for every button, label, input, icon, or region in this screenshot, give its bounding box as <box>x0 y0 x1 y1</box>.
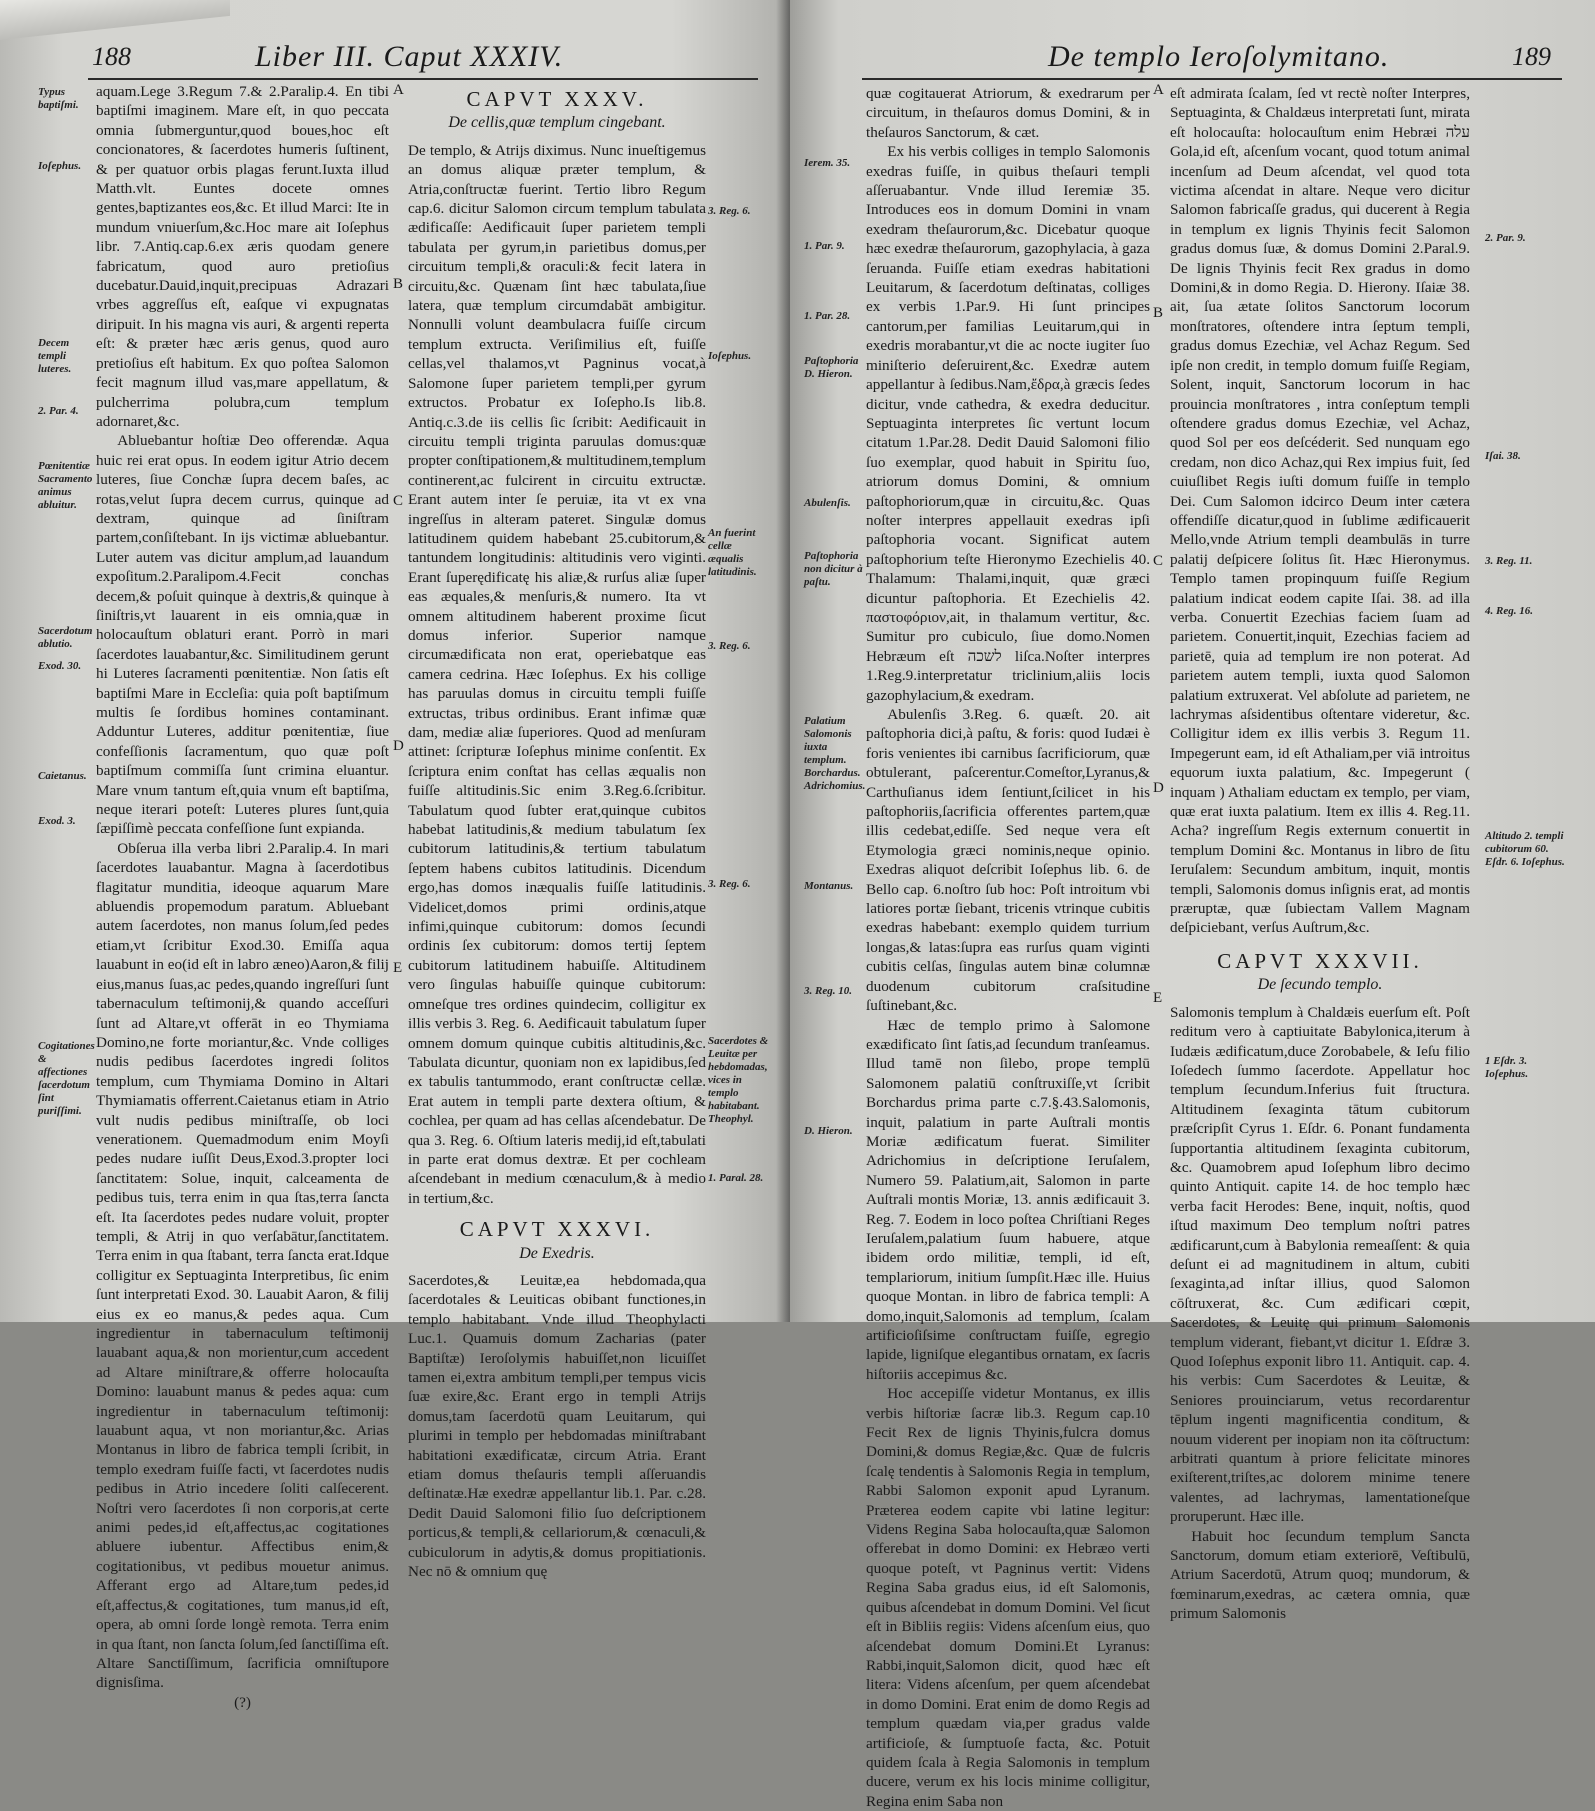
page-signature: (?) <box>234 1693 251 1711</box>
margin-note: Montanus. <box>804 880 854 892</box>
left-column-2 <box>408 84 706 1581</box>
paragraph: Habuit hoc ſecundum templum Sancta Sanctorum, domum etiam exteriorē, Veſtibulū, Atrium Sacerdotū, Atrum quoq; mundorum, & fœminarum,exedras, ac cætera omnia, quæ primum Salomonis <box>1170 1527 1470 1623</box>
paragraph: Abulenſis 3.Reg. 6. quæſt. 20. ait paſtophoria dici,à paſtu, & foris: quod Iudæi è foris venientes ibi carnibus ſacrificiorum, quæ obtulerant, paſcerentur.Comeſtor,Lyranus,& Carthuſianus idem ſentiunt,ſcilicet in his paſtophoriis,ſacrificia offerentes partem,quæ illis cedebat,ediſſe. Sed neque vera eſt Etymologia græci nominis,neque opinio. Exedras aliquot deſcribit Ioſephus lib. 6. de Bello cap. 6.noſtro ſub hoc: Poſt introitum vbi latiores portæ ſiebant, tricenis vtrinque cubitis exedras habebant: exemplo quidem turrium longas,& latas:ſupra eas rurſus quam viginti cubitis celſas, ſingulas autem binæ columnæ duodenum cubitorum craſsitudine ſuſtinebant,&c. <box>866 706 1150 1015</box>
margin-note: Typus baptiſmi. <box>38 86 79 111</box>
paragraph: De templo, & Atrijs diximus. Nunc inueſtigemus an domus aliquæ præter templum, & Atria,conſtructæ fuerint. Tertio libro Regum cap.6. dicitur Salomon circum templum tabulata ædificaſſe: Aedificauit ſuper parietem templi tabulata per gyrum,in parietibus domus,per circuitum templi,& oraculi:& fecit latera in circuitu,&c. Quænam ſint hæc tabulata,ſiue latera, quæ templum circumdabāt ambigitur. Nonnulli volunt deambulacra fuiſſe circum templum extructa. Veriſimilius eſt, fuiſſe cellas,vel thalamos,vt Pagninus vocat,à Salomone ſuper parietem templi,per gyrum extructos. Probatur ex Ioſepho.Is lib.8. Antiq.c.3.de iis cellis ſic ſcribit: Aedificauit in circuitu templi triginta paruulas domus:quæ propter conſtipationem,& multitudinem,templum continerent,ac fulcirent in circuitu extructæ. Erant autem inter ſe peruiæ, ita vt ex vna ingreſſus in alteram pateret. Singulæ domus latitudinem quidem habebant 25.cubitorum,& tantundem longitudinis: altitudinis vero viginti. Erant ſuperędificatę his aliæ,& rurſus aliæ ſuper eas æquales,& menſuris,& numero. Ita vt omnem altitudinem haberent proxime ſicut domus inferior. Superior namque circumædificata non erat, operiebatque eas camera cedrina. Hæc Ioſephus. Ex his collige has paruulas domus in circuitu templi fuiſſe extructas, tribus ordinibus. Erant infimæ quæ dam, mediæ aliæ ſuperiores. Quod ad menſuram attinet: ſcripturæ Ioſephus minime conſentit. Ex ſcriptura enim conſtat has cellas æqualis non fuiſſe altitudinis.Sic enim 3.Reg.6.ſcribitur. Tabulatum quod ſubter erat,quinque cubitos habebat latitudinis,& medium tabulatum ſex cubitorum latitudinis,& tertium tabulatum ſeptem habens cubitos latitudinis. Dicendum ergo,has domos inæqualis fuiſſe latitudinis. Videlicet,domos primi ordinis,atque infimi,quinque cubitorum: domos ſecundi ordinis ſex cubitorum: domos tertij ſeptem cubitorum latitudinem habuiſſe. Altitudinem vero ſingulas habuiſſe quinque cubitorum: omneſque tres ordines quindecim, colligitur ex illis verbis 3. Reg. 6. Aedificauit tabulatum ſuper omnem domum quinque cubitis altitudinis,&c. Tabulata dicuntur, quoniam non ex lapidibus,ſed ex tabulis tantummodo, erant conſtructæ cellæ. Erat autem in templi parte dextera oſtium, & cochlea, per quam ad has cellas aſcendebatur. De qua 3. Reg. 6. Oſtium lateris medij,id eſt,tabulati in parte erat domus dextræ. Et per cochleam aſcendebant in medium cœnaculum,& à medio in tertium,&c. <box>408 141 706 1207</box>
margin-note: 3. Reg. 6. <box>708 878 751 890</box>
chapter-subtitle: De ſecundo templo. <box>1257 976 1383 994</box>
paragraph: eſt admirata ſcalam, ſed vt rectè noſter Interpres, Septuaginta, & Chaldæus interpretati ſunt, mirata eſt holocauſta: holocauſtum enim Hebræi עלה Gola,id eſt, aſcenſum vocant, quod totum animal incenſum ad Deum aſcendat, vel quod tota victima aſcendat in altare. Neque vero dicitur Salomon fabricaſſe gradus, qui ducerent à Regia in templum ex lignis Thyinis fecit Salomon gradus domus ſuæ, & domus Domini 2.Paral.9. De lignis Thyinis fecit Rex gradus in domo Domini,& in domo Regia. D. Hierony. Iſaiæ 38. ait, ſua ætate ſolitos Sanctorum locorum monſtratores, oſtendere intra ſeptum templi, gradus domus Ezechiæ, vel Achaz Regum. Sed ipſe non credit, in templo domum fuiſſe Regiam, Solent, inquit, Sanctorum locorum in hac prouincia monſtratores , intra conſeptum templi oſtendere gradus domus Ezechiæ, vel Achaz, quod Sol per eos deſcéderit. Sed nunquam ego credam, non dico Achaz,qui Rex impius fuit, ſed cuiuſlibet Regis iuſti domum fuiſſe in templo Dei. Cum Salomon idcirco Deum inter cætera offendiſſe dicatur,quod in ſublime ædificauerit Mello,vnde Atrium templi deambulās in turre palatij deſpicere ſolitus ſit. Hæc Hieronymus. Templo tamen propinquum fuiſſe Regium palatium indicat eodem capite Iſai. 38. ad illa verba. Conuertit Ezechias faciem ſuam ad parietem. Conuertit,inquit, Ezechias faciem ad parietē, quia ad templum ire non poterat. Ad parietem autem templi, iuxta quod Salomon palatium extruxerat. Vel abſolute ad parietem, ne lachrymas aſsidentibus oſtentare videretur, &c. Colligitur idem ex illis verbis 3. Regum 11. Impegerunt eam, id eſt Athaliam,per viā introitus equorum iuxta palatium, &c. Impegerunt ( inquam ) Athaliam eductam ex templo, per viam, quæ erat iuxta palatium. Item ex illis 4. Reg.11. Acha? ingreſſum Regis externum conuertit in templum Domini &c. Montanus in libro de ſitu Ieruſalem: Secundum ambitum, inquit, montis templi, Salomonis domus inſignis erat, ad montis præruptæ, quæ ſubiectam Vallem Magnam deſpiciebant, verſus Auſtrum,&c. <box>1170 85 1470 937</box>
margin-note: Sacerdotes & Leuitæ per hebdomadas, vices in templo habitabant. Theophyl. <box>708 1035 769 1125</box>
margin-note: 1. Paral. 28. <box>708 1172 764 1184</box>
margin-note: Iſai. 38. <box>1485 450 1521 462</box>
paragraph: Sacerdotes,& Leuitæ,ea hebdomada,qua ſacerdotales & Leuiticas obibant functiones,in templo habitabant. Vnde illud Theophylacti Luc.1. Quamuis domum Zacharias (pater Baptiſtæ) Ieroſolymis habuiſſet,non licuiſſet tamen ei,extra ambitum templi,per tempus vicis ſuæ exire,&c. Erant ergo in templi Atrijs domus,tam ſacerdotū quam Leuitarum, qui plurimi in templo per hebdomadas miniſtrabant habitationi exædificatæ, circum Atria. Erant etiam domus theſauris templi aſſeruandis deſtinatæ.Hæ exedræ appellantur lib.1. Par. c.28. Dedit Dauid Salomoni filio ſuo deſcriptionem porticus,& templi,& cellariorum,& cœnaculi,& cubiculorum in adytis,& domus propitiationis. Nec nō & omnium quę <box>408 1271 706 1581</box>
margin-note: Decem templi luteres. <box>38 337 72 375</box>
margin-note: 1 Eſdr. 3. Ioſephus. <box>1485 1055 1529 1080</box>
chapter-subtitle: De cellis,quæ templum cingebant. <box>448 114 666 132</box>
section-letter: C <box>1153 553 1164 569</box>
chapter-heading: CAPVT XXXVII. <box>1217 948 1423 973</box>
margin-note: 2. Par. 9. <box>1485 232 1526 244</box>
margin-note: 1. Par. 28. <box>804 310 851 322</box>
paragraph: Salomonis templum à Chaldæis euerſum eſt. Poſt reditum vero à captiuitate Babylonica,iterum à Iudæis ædificatum,duce Zorobabele, & Ieſu filio Ioſedech ſummo ſacerdote. Appellatur hoc templum ſecundum.Inferius fuit ſtructura. Altitudinem ſexaginta tātum cubitorum præſcripſit Cyrus 1. Eſdr. 6. Ponant fundamenta ſupportantia altitudinem ſexaginta cubitorum, &c. Quamobrem apud Ioſephum libro decimo quinto Antiquit. capite 14. de hoc templo hæc verba facit Herodes: Bene, inquit, noſtis, quod iſtud maximum Deo templum noſtri patres ædificarunt,cum à Babylonia remeaſſent: & quia deſunt ei ad magnitudinem in altum, cubiti ſexaginta,ad inſtar illius, quod Salomon cōſtruxerat, &c. Cum ædificari cœpit, Sacerdotes, & Leuitę qui primum Salomonis templum viderant, fiebant,vt dicitur 1. Eſdræ 3. Quod Ioſephus exponit libro 11. Antiquit. cap. 4. his verbis: Cum Sacerdotes & Leuitæ, & Seniores prouinciarum, vetus recordarentur tēplum ingenti magnificentia conditum, & nouum viderent per inopiam non ita cōſtructum: arbitrati quantum à priore felicitate minores exiſterent,triſtes,ac dolorem minime tenere valentes, ad lachrymas, lamentationeſque proruperunt. Hæc ille. <box>1170 1003 1470 1526</box>
left-head-rule <box>88 78 758 80</box>
margin-note: Ierem. 35. <box>804 157 851 169</box>
paragraph: Obſerua illa verba libri 2.Paralip.4. In mari ſacerdotes lauabantur. Magna à ſacerdotibus flagitatur munditia, ideoque aquarum Mare abluendis propemodum paratum. Abluebant autem ſacerdotes, non manus ſolum,ſed pedes etiam,vt ſcribitur Exod.30. Emiſſa aqua lauabunt in eo(id eſt in labro æneo)Aaron,& filij eius,manus ſuas,ac pedes,quando ingreſſuri ſunt tabernaculum teſtimonij,& quando acceſſuri ſunt ad Altare,vt offerāt in eo Thymiama Domino,ne forte moriantur,&c. Vnde colliges nudis pedibus ſacerdotes ingredi ſolitos templum, cum Thymiama Domino in Altari Thymiamatis offerrent.Caietanus etiam in Atrio vult nudis pedibus miniſtraſſe, ob loci venerationem. Quemadmodum enim Moyſi pedes nudare iuſſit Deus,Exod.3.propter loci ſanctitatem: Solue, inquit, calceamenta de pedibus tuis, terra enim in qua ſtas,terra ſancta eſt. Ita ſacerdotes pedes nudare voluit, propter templi, & Atrij in quo verſabātur,ſanctitatem. Terra enim in qua ſtabant, terra ſancta erat.Idque colligitur ex Septuaginta Interpretibus, ſic enim ſunt interpretati Exod. 30. Lauabit Aaron, & filij eius ex eo manus,& pedes aqua. Cum ingredientur in tabernaculum teſtimonij lauabant aqua,& non morientur,cum accedent ad Altare miniſtrare,& offerre holocauſta Domino: lauabunt manus & pedes aqua: cum ingredientur in tabernaculum teſtimonij: lauabunt aqua, vt non moriantur,&c. Arias Montanus in libro de fabrica templi ſcribit, in templo exedram fuiſſe facti, vt ſacerdotes nudis pedibus in Atrio incedere ſoliti calſecerent. Noſtri vero ſacerdotes ſi non corporis,at certe animi pedes,id eſt,affectus,ac cogitationes abluere iubentur. Affectibus enim,& cogitationibus, vt pedibus mouetur animus. Afferant ergo ad Altare,tum pedes,id eſt,affectus,& cogitationes, tum manus,id eſt, opera, ab omni ſorde longè remota. Terra enim in qua ſtant, non ſancta ſolum,ſed ſanctiſſima eſt. Altare Sanctiſſimum, ſacrificia omniſtupore dignisſima. <box>96 839 389 1692</box>
margin-note: An fuerint cellæ æqualis latitudinis. <box>708 527 757 578</box>
paragraph: aquam.Lege 3.Regum 7.& 2.Paralip.4. En tibi baptiſmi imaginem. Mare eſt, in quo peccata omnia ſubmerguntur,quod boues,hoc eſt concionatores, & ſacerdotes humeris ſuſtinent, & per quatuor orbis plagas ferunt.Iuxta illud Matth.vlt. Euntes docete omnes gentes,baptizantes eos,&c. Et illud Marci: Ite in mundum vniuerſum,&c.Hoc mare ait Ioſephus libr. 7.Antiq.cap.6.ex æris quodam genere fabricatum, quod auro pretioſius ducebatur.Dauid,inquit,precipuas Adrazari vrbes aggreſſus eſt, eaſque vi expugnatas diripuit. In his magna vis auri, & argenti reperta eſt: & præter hæc æris genus, quod auro pretioſius eſt habitum. Ex quo poſtea Salomon fecit magnum illud vas,mare appellatum, & pulcherrima polubra,cum templum adornaret,&c. <box>96 83 389 430</box>
right-column-1 <box>866 84 1151 1810</box>
margin-note: Exod. 3. <box>38 815 76 827</box>
section-letter: B <box>1153 305 1164 321</box>
margin-note: Ioſephus. <box>38 160 82 172</box>
section-letter: B <box>393 276 404 292</box>
margin-note: 4. Reg. 16. <box>1485 605 1533 617</box>
right-column-2 <box>1170 84 1470 1623</box>
left-running-head: Liber III. Caput XXXIV. <box>255 40 564 73</box>
margin-note: 1. Par. 9. <box>804 240 845 252</box>
paragraph: Hoc accepiſſe videtur Montanus, ex illis verbis hiſtoriæ ſacræ lib.3. Regum cap.10 Fecit Rex de lignis Thyinis,fulcra domus Domini,& domus Regiæ,&c. Quæ de fulcris ſcalę tendentis à Salomonis Regia in templum, Rabbi Salomon exponit apud Lyranum. Præterea eodem capite vbi latine legitur: Videns Regina Saba holocauſta,quæ Salomon offerebat in domo Domini: ex Hebræo verti quoque poteſt, vt Pagninus vertit: Videns Regina Saba gradus eius, id eſt Salomonis, quibus aſcendebat in domum Domini. Vel ſicut eſt in Bibliis regiis: Videns aſcenſum eius, quo aſcendebat domum Domini.Et Lyranus: Rabbi,inquit,Salomon dicit, quod hæc eſt litera: Videns aſcenſum, per quem aſcendebat in domo Domini. Erat enim de domo Regis ad templum quædam via,per gradus valde artificioſe, & ſumptuoſe facta, &c. Potuit quidem ſcala à Regia Salomonis in templum ducere, verum ex his locis minime colligitur, Regina enim Saba non <box>866 1385 1150 1810</box>
margin-note: Abulenſis. <box>804 497 851 509</box>
chapter-subtitle: De Exedris. <box>519 1244 595 1262</box>
chapter-heading: CAPVT XXXV. <box>466 87 648 111</box>
left-page <box>0 0 790 1711</box>
section-letter: C <box>393 493 404 509</box>
margin-note: Paſtophoria D. Hieron. <box>804 355 859 380</box>
margin-note: Caietanus. <box>38 770 87 782</box>
margin-note: Paſtophoria non dicitur à paſtu. <box>804 550 863 588</box>
margin-note: Exod. 30. <box>38 660 82 672</box>
margin-note: D. Hieron. <box>804 1125 853 1137</box>
section-letter: D <box>1153 780 1164 796</box>
margin-note: Altitudo 2. templi cubitorum 60. Eſdr. 6. Ioſephus. <box>1485 830 1565 868</box>
paragraph: quæ cogitauerat Atriorum, & exedrarum per circuitum, in theſauros domus Domini, & in theſauros Sanctorum, & cæt. <box>866 85 1150 141</box>
margin-note: 3. Reg. 11. <box>1485 555 1533 567</box>
margin-note: Pœnitentiæ Sacramento animus abluitur. <box>38 460 93 511</box>
paragraph: Abluebantur hoſtiæ Deo offerendæ. Aqua huic rei erat opus. In eodem igitur Atrio decem luteres, ſiue Conchæ ſupra decem baſes, ac rotas,velut ſupra decem currus, quinque ad dextram, quinque ad ſiniſtram partem,conſiſtebant. In ijs victimæ abluebantur. Luter autem vas dicitur amplum,ad lauandum expoſitum.2.Paralipom.4.Fecit conchas decem,& poſuit quinque à dextris,& quinque à ſiniſtris,vt lauarent in eis omnia,quæ in holocauſtum oblaturi erant. Porrò in mari ſacerdotes lauabantur,&c. Similitudinem gerunt hi Luteres ſacramenti pœnitentiæ. Non ſatis eſt baptiſmi Mare in Eccleſia: quia poſt baptiſmum multis ſe ſordibus homines contaminant. Adduntur Luteres, additur pœnitentiæ, ſiue confeſſionis ſacramentum, quo quæ poſt baptiſmum commiſſa ſunt crimina eluantur. Mare vnum tantum eſt,quia vnum eſt baptiſma, neque iterari poteſt: Luteres plures ſunt,quia ſæpiſſimè peccata confeſſione ſunt expianda. <box>96 432 389 838</box>
section-letter: A <box>1153 82 1164 98</box>
section-letter: D <box>393 738 404 754</box>
right-page-number: 189 <box>1512 42 1551 71</box>
margin-note: 3. Reg. 6. <box>708 205 751 217</box>
margin-note: Sacerdotum ablutio. <box>38 625 93 650</box>
right-head-rule <box>862 78 1562 80</box>
paragraph: Ex his verbis colliges in templo Salomonis exedras fuiſſe, in quibus theſauri templi aſſeruabantur. Vnde illud Ieremiæ 35. Introduces eos in domum Domini in vnam exedram theſaurorum,&c. Dicebatur quoque hæc exedræ theſaurorum, gazophylacia, à gaza ſeruanda. Fuiſſe etiam exedras habitationi Leuitarum, & ſacerdotum deſtinatas, colliges ex verbis 1.Par.9. Hi ſunt principes cantorum,per familias Leuitarum,qui in exedris morabantur,vt die ac nocte iugiter ſuo miniſterio deſeruirent,&c. Exedræ autem appellantur à ſedibus.Nam,ἔδρα,à græcis ſedes dicitur, vnde cathedra, & exedra deducitur. Septuaginta interpretes ſic vertunt locum citatum 1.Par.28. Dedit Dauid Salomoni filio ſuo exemplar, quod habuit in Spiritu ſuo, atriorum domus Domini, & omnium paſtophoriorum,quæ in circuitu,&c. Quas noſter interpres appellauit exedras ipſi paſtophoria vocant. Significat autem paſtophorium teſte Hieronymo Ezechielis 40. Thalamum: Thalami,inquit, quæ græci dicuntur paſtophoria. Et Ezechielis 42. παστοφόριον,ait, in thalamum vertitur, &c. Sumitur pro cubiculo, ſiue domo.Nomen Hebræum eſt לשכה liſca.Noſter interpres 1.Reg.9.interpretatur triclinium,aliis locis gazophylacium,& exedram. <box>866 143 1151 704</box>
left-column-1 <box>96 82 389 1711</box>
chapter-heading: CAPVT XXXVI. <box>459 1217 655 1242</box>
section-letter: E <box>393 960 403 976</box>
page-curl <box>0 0 230 40</box>
margin-note: Palatium Salomonis iuxta templum. Borchardus. Adrichomius. <box>804 715 866 792</box>
paragraph: Hæc de templo primo à Salomone exædificato ſint ſatis,ad ſecundum tranſeamus. Illud tamē non ſilebo, prope templū Salomonem palatiū conſtruxiſſe,vt ſcribit Borchardus prima parte c.7.§.43.Salomonis, inquit, palatium in parte Auſtrali montis Moriæ ædificatum fuerat. Similiter Adrichomius in deſcriptione Ieruſalem, Numero 59. Palatium,ait, Salomon in parte Auſtrali montis Moriæ, 13. annis ædificauit 3. Reg. 7. Eodem in loco poſtea Chriſtiani Reges Ieruſalem,palatium ſuum habuere, atque ibidem ordo militiæ, templi, id eſt, templariorum, initium ſumpſit.Hæc ille. Huius quoque Montan. in libro de fabrica templi: A domo,inquit,Salomonis ad templum, ſcalam artificioſiſsime conſtructam fuiſſe, egregio lapide, ligniſque elegantibus ornatam, ex ſacris hiſtoriis accepimus &c. <box>866 1016 1150 1383</box>
section-letter: E <box>1153 990 1163 1006</box>
margin-note: Ioſephus. <box>708 350 752 362</box>
right-running-head: De templo Ieroſolymitano. <box>1048 40 1390 73</box>
right-page <box>790 0 1595 1810</box>
left-page-number: 188 <box>92 42 131 71</box>
margin-note: 3. Reg. 10. <box>804 985 852 997</box>
margin-note: 2. Par. 4. <box>38 405 79 417</box>
margin-note: Cogitationes & affectiones ſacerdotum ſint puriſſimi. <box>38 1040 95 1117</box>
section-letter: A <box>393 82 404 98</box>
margin-note: 3. Reg. 6. <box>708 640 751 652</box>
